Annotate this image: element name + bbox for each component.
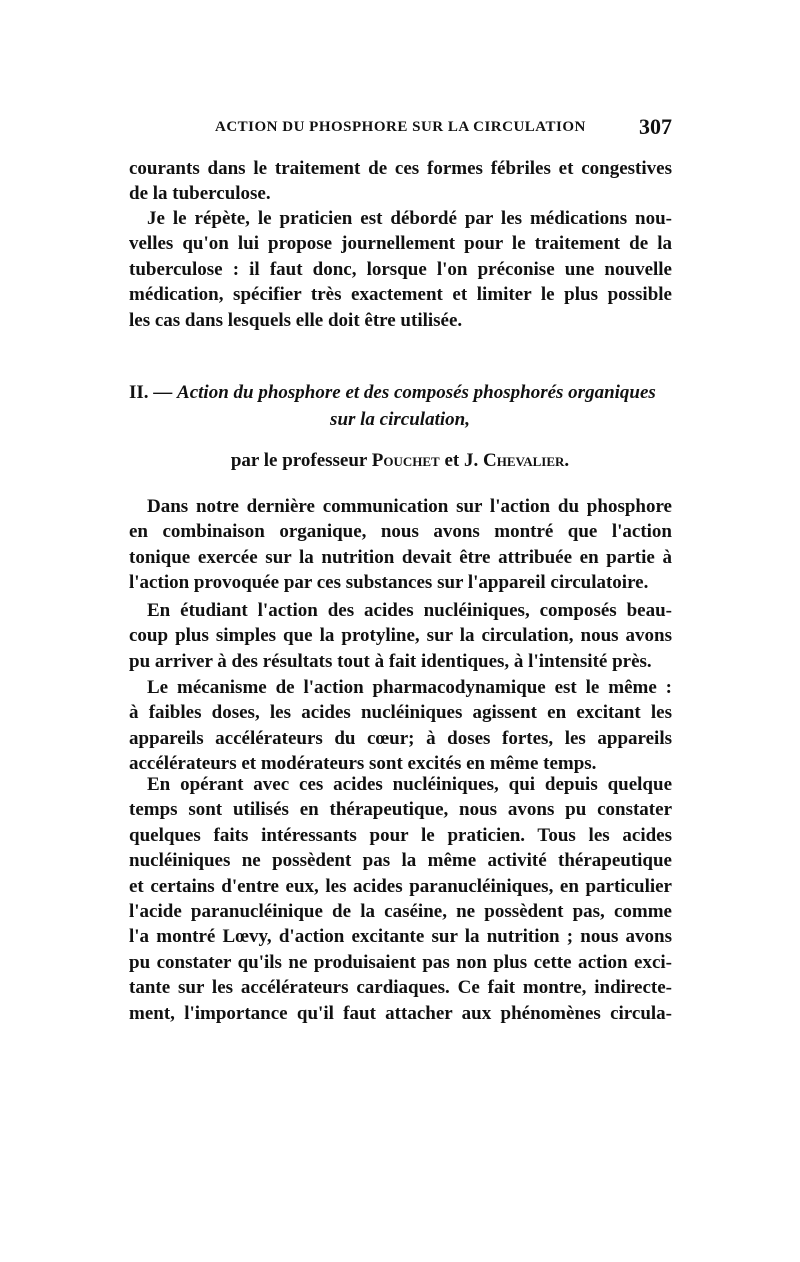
byline-prefix: par le professeur [230, 450, 372, 471]
section-number: II. — [129, 382, 178, 403]
text-line: en combinaison organique, nous avons montré que l'action [129, 521, 672, 543]
text-line: coup plus simples que la protyline, sur la circulation, nous avons [129, 625, 672, 647]
text-line: Le mécanisme de l'action pharmacodynamique est le même : [147, 677, 672, 698]
text-line: à faibles doses, les acides nucléiniques agissent en excitant les [129, 702, 672, 724]
text-line: quelques faits intéressants pour le praticien. Tous les acides [129, 824, 672, 846]
author-pouchet: Pouchet [371, 450, 440, 471]
page-number: 307 [639, 114, 672, 139]
paragraph-mechanism [129, 675, 672, 777]
text-line: Dans notre dernière communication sur l'action du phosphore [147, 496, 672, 517]
text-line: nucléiniques ne possèdent pas la même activité thérapeutique [129, 850, 672, 872]
text-line: En opérant avec ces acides nucléiniques, qui depuis quelque [147, 774, 672, 795]
author-chevalier: Chevalier [482, 450, 565, 471]
text-line: accélérateurs et modérateurs sont excités en même temps. [129, 753, 597, 775]
text-line: médication, spécifier très exactement et limiter le plus possible [129, 284, 672, 306]
text-line: ment, l'importance qu'il faut attacher aux phénomènes circula- [129, 1002, 672, 1024]
byline-middle: et J. [439, 450, 483, 471]
text-line: Je le répète, le praticien est débordé par les médications nou- [147, 208, 672, 229]
section-heading [129, 382, 672, 404]
text-line: les cas dans lesquels elle doit être utilisée. [129, 309, 463, 331]
text-line: temps sont utilisés en thérapeutique, nous avons pu constater [129, 799, 672, 821]
text-line: et certains d'entre eux, les acides paranucléiniques, en particulier [129, 875, 672, 897]
author-byline [0, 450, 800, 472]
paragraph-nucleinic-acids [129, 598, 672, 674]
running-header [129, 114, 672, 144]
text-line: pu arriver à des résultats tout à fait identiques, à l'intensité près. [129, 650, 652, 672]
section-title-line-1: Action du phosphore et des composés phosphorés organiques [177, 382, 656, 403]
text-line: de la tuberculose. [129, 183, 271, 205]
paragraph-continuation [129, 156, 672, 207]
text-line: tante sur les accélérateurs cardiaques. Ce fait montre, indirecte- [129, 977, 672, 999]
paragraph-previous-communication [129, 494, 672, 596]
text-line: courants dans le traitement de ces formes fébriles et congestives [129, 158, 672, 179]
text-line: velles qu'on lui propose journellement pour le traitement de la [129, 233, 672, 255]
text-line: l'acide paranucléinique de la caséine, ne possèdent pas, comme [129, 900, 672, 922]
paragraph-practitioner [129, 206, 672, 333]
text-line: appareils accélérateurs du cœur; à doses fortes, les appareils [129, 727, 672, 749]
text-line: l'a montré Lœvy, d'action excitante sur la nutrition ; nous avons [129, 926, 672, 948]
text-line: tuberculose : il faut donc, lorsque l'on préconise une nouvelle [129, 258, 672, 280]
paragraph-therapeutic-observations [129, 772, 672, 1026]
running-title: ACTION DU PHOSPHORE SUR LA CIRCULATION [215, 119, 586, 135]
text-line: pu constater qu'ils ne produisaient pas non plus cette action exci- [129, 951, 672, 973]
section-title-line-2: sur la circulation, [330, 409, 470, 430]
text-line: l'action provoquée par ces substances sur l'appareil circulatoire. [129, 572, 649, 594]
text-line: tonique exercée sur la nutrition devait être attribuée en partie à [129, 546, 672, 568]
byline-suffix: . [564, 450, 570, 471]
text-line: En étudiant l'action des acides nucléiniques, composés beau- [147, 600, 672, 621]
